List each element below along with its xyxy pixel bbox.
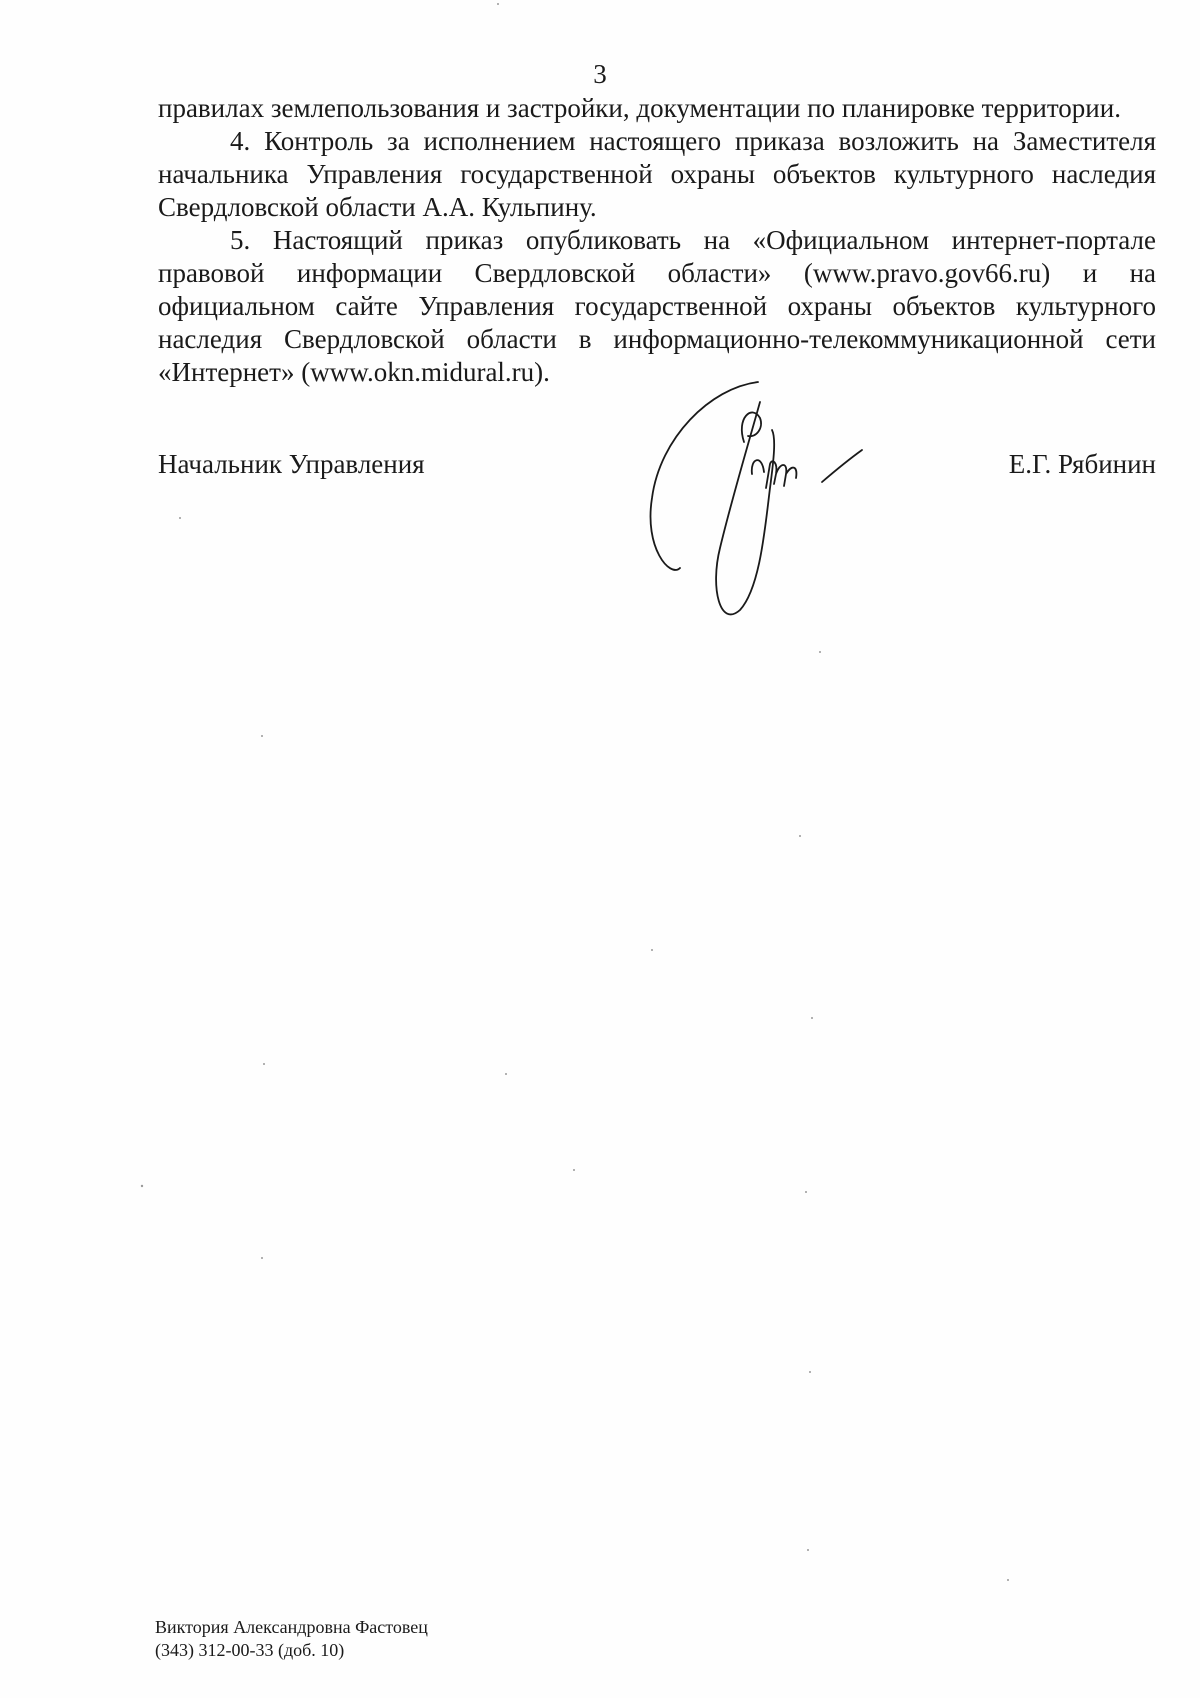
contact-info <box>155 1616 428 1662</box>
paragraph-item-4: 4. Контроль за исполнением настоящего приказа возложить на Заместителя начальника Управления государственной охраны объектов культурного наследия Свердловской области А.А. Кульпину. <box>158 126 1156 222</box>
page-number: 3 <box>593 59 607 89</box>
signer-name: Е.Г. Рябинин <box>1008 449 1156 479</box>
handwritten-signature <box>640 378 900 638</box>
signer-title: Начальник Управления <box>158 449 425 479</box>
paragraph-item-5: 5. Настоящий приказ опубликовать на «Официальном интернет-портале правовой информации Свердловской области» (www.pravo.gov66.ru) и на официальном сайте Управления государственной охраны объектов культурного наследия Свердловской области в информационно-телекоммуникационной сети «Интернет» (www.okn.midural.ru). <box>158 225 1156 387</box>
paragraph-continuation: правилах землепользования и застройки, документации по планировке территории. <box>158 93 1121 123</box>
order-body <box>158 92 1156 389</box>
contact-person: Виктория Александровна Фастовец <box>155 1617 428 1637</box>
contact-phone: (343) 312-00-33 (доб. 10) <box>155 1640 345 1660</box>
